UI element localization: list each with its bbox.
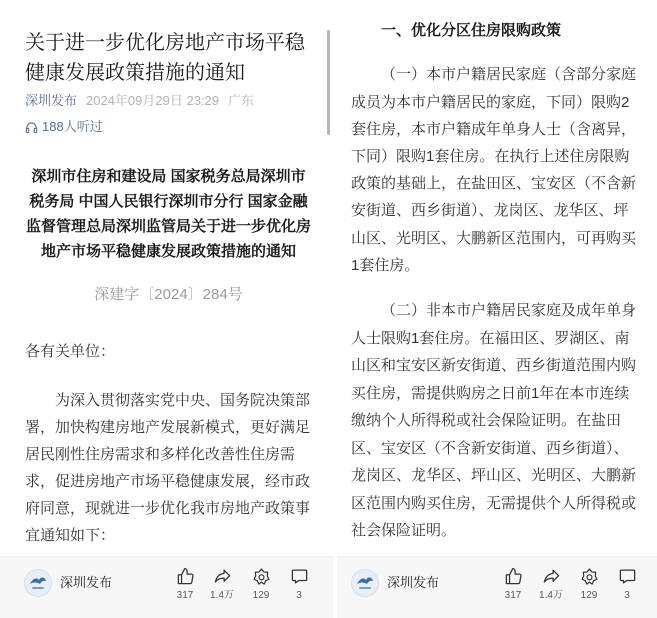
salutation: 各有关单位：	[25, 342, 116, 360]
comment-icon[interactable]	[290, 567, 309, 586]
recommend-button[interactable]	[571, 567, 607, 613]
headphones-icon[interactable]	[25, 121, 38, 134]
document-number: 深建字〔2024〕284号	[94, 285, 243, 303]
like-count: 317	[504, 590, 522, 601]
like-button[interactable]	[495, 567, 531, 613]
source-link[interactable]: 深圳发布	[25, 93, 78, 108]
article-title: 关于进一步优化房地产市场平稳健康发展政策措施的通知	[25, 32, 305, 84]
share-button[interactable]	[204, 567, 240, 613]
share-count: 1.4万	[210, 590, 234, 601]
recommend-count: 129	[580, 590, 598, 601]
policy-paragraph: （一）本市户籍居民家庭（含部分家庭成员为本市户籍居民的家庭，下同）限购2套住房，本市户籍成年单身人士（含离异，下同）限购1套住房。在执行上述住房限购政策的基础上，在盐田区、宝安区（不含新安街道、西乡街道）、龙岗区、龙华区、坪山区、光明区、大鹏新区范围内，可再购买1套住房。	[351, 66, 637, 274]
share-button[interactable]	[533, 567, 569, 613]
like-count: 317	[176, 590, 194, 601]
account-name[interactable]: 深圳发布	[60, 575, 113, 590]
article-panel-right	[337, 0, 657, 618]
flower-icon[interactable]	[252, 567, 271, 586]
scrollbar[interactable]	[327, 30, 330, 135]
policy-paragraph: （二）非本市户籍居民家庭及成年单身人士限购1套住房。在福田区、罗湖区、南山区和宝安区新安街道、西乡街道范围内购买住房，需提供购房之日前1年在本市连续缴纳个人所得税或社会保险证明。在盐田区、宝安区（不含新安街道、西乡街道）、龙岗区、龙华区、坪山区、光明区、大鹏新区范围内购买住房，无需提供个人所得税或社会保险证明。	[351, 302, 637, 540]
account-avatar[interactable]	[24, 569, 52, 597]
account-name[interactable]: 深圳发布	[387, 575, 440, 590]
comment-icon[interactable]	[618, 567, 637, 586]
article-meta	[25, 91, 312, 111]
listen-button[interactable]	[25, 117, 103, 137]
thumbs-up-icon[interactable]	[176, 567, 195, 586]
document-title: 深圳市住房和建设局 国家税务总局深圳市税务局 中国人民银行深圳市分行 国家金融监督管理总局深圳监管局关于进一步优化房地产市场平稳健康发展政策措施的通知	[25, 167, 311, 260]
like-button[interactable]	[167, 567, 203, 613]
thumbs-up-icon[interactable]	[504, 567, 523, 586]
flower-icon[interactable]	[580, 567, 599, 586]
bottom-toolbar	[337, 556, 657, 618]
publish-time: 2024年09月29日 23:29	[86, 93, 219, 108]
intro-paragraph: 为深入贯彻落实党中央、国务院决策部署，加快构建房地产发展新模式，更好满足居民刚性住房需求和多样化改善性住房需求，促进房地产市场平稳健康发展，经市政府同意，现就进一步优化我市房地产政策事宜通知如下：	[25, 391, 311, 544]
account-avatar[interactable]	[351, 569, 379, 597]
share-icon[interactable]	[542, 567, 561, 586]
comment-count: 3	[624, 590, 630, 601]
recommend-button[interactable]	[243, 567, 279, 613]
comment-count: 3	[296, 590, 302, 601]
listen-count: 188人听过	[42, 119, 103, 134]
section-heading: 一、优化分区住房限购政策	[381, 21, 562, 39]
comment-button[interactable]	[281, 567, 317, 613]
recommend-count: 129	[252, 590, 270, 601]
share-count: 1.4万	[539, 590, 563, 601]
share-icon[interactable]	[213, 567, 232, 586]
publish-location: 广东	[228, 93, 255, 108]
comment-button[interactable]	[609, 567, 645, 613]
bottom-toolbar	[0, 556, 333, 618]
